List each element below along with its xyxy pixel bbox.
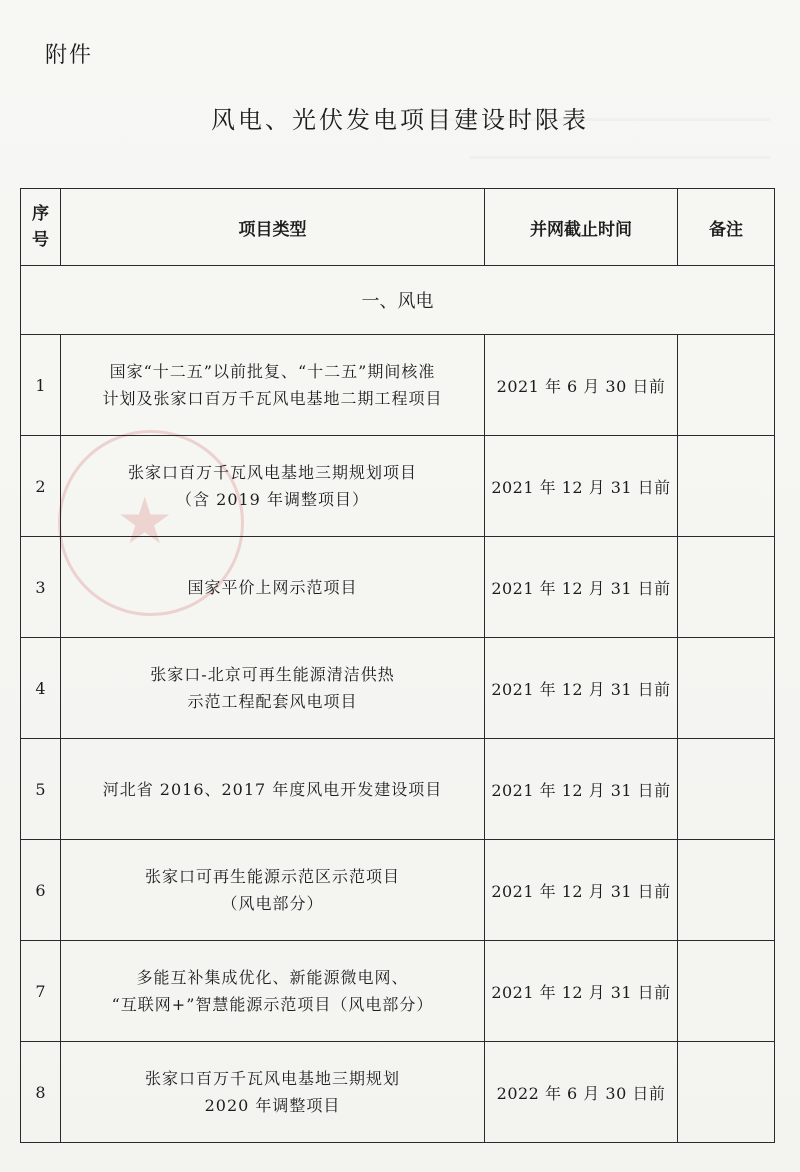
row-project-type [61, 840, 485, 941]
row-remark [678, 840, 775, 941]
project-type-line2: “互联网+”智慧能源示范项目（风电部分） [111, 995, 434, 1014]
project-type-line2: （含 2019 年调整项目） [176, 490, 369, 509]
row-seq: 2 [21, 436, 61, 537]
row-project-type [61, 436, 485, 537]
table-row [21, 436, 775, 537]
project-type-line1: 国家平价上网示范项目 [187, 577, 358, 597]
header-seq [21, 189, 61, 266]
row-seq: 8 [21, 1042, 61, 1143]
row-deadline: 2021 年 12 月 31 日前 [485, 537, 678, 638]
row-remark [678, 1042, 775, 1143]
row-remark [678, 638, 775, 739]
document-title: 风电、光伏发电项目建设时限表 [211, 106, 589, 134]
row-remark [678, 335, 775, 436]
project-type-line1: 张家口可再生能源示范区示范项目 [144, 867, 400, 886]
row-seq: 6 [21, 840, 61, 941]
row-seq: 5 [21, 739, 61, 840]
row-seq: 4 [21, 638, 61, 739]
row-project-type [61, 335, 485, 436]
project-type-line2: 示范工程配套风电项目 [187, 692, 358, 711]
bleed-through-mark [470, 156, 770, 159]
row-deadline: 2021 年 12 月 31 日前 [485, 840, 678, 941]
seal-star-icon: ★ [116, 485, 174, 559]
attachment-label: 附件 [45, 43, 94, 68]
row-project-type [61, 739, 485, 840]
row-remark [678, 941, 775, 1042]
row-deadline: 2021 年 6 月 30 日前 [485, 335, 678, 436]
row-project-type [61, 941, 485, 1042]
project-type-line1: 张家口百万千瓦风电基地三期规划 [144, 1069, 400, 1088]
table-header-row [21, 189, 775, 266]
table-row [21, 1042, 775, 1143]
header-seq-line1: 序 [32, 204, 49, 224]
project-type-line1: 张家口-北京可再生能源清洁供热 [150, 665, 395, 684]
row-deadline: 2021 年 12 月 31 日前 [485, 739, 678, 840]
schedule-table [20, 188, 775, 1143]
project-type-line1: 国家“十二五”以前批复、“十二五”期间核准 [109, 362, 436, 381]
table-row [21, 941, 775, 1042]
project-type-line1: 河北省 2016、2017 年度风电开发建设项目 [102, 779, 443, 799]
header-project-type: 项目类型 [61, 189, 485, 266]
row-seq: 7 [21, 941, 61, 1042]
project-type-line2: （风电部分） [221, 894, 324, 913]
row-remark [678, 739, 775, 840]
table-row [21, 739, 775, 840]
row-remark [678, 436, 775, 537]
row-deadline: 2021 年 12 月 31 日前 [485, 436, 678, 537]
table-row [21, 335, 775, 436]
row-deadline: 2021 年 12 月 31 日前 [485, 638, 678, 739]
row-seq: 1 [21, 335, 61, 436]
header-deadline: 并网截止时间 [485, 189, 678, 266]
section-row [21, 266, 775, 335]
header-remark: 备注 [678, 189, 775, 266]
row-project-type [61, 537, 485, 638]
section-label: 一、风电 [21, 266, 775, 335]
table-row [21, 840, 775, 941]
row-seq: 3 [21, 537, 61, 638]
project-type-line2: 计划及张家口百万千瓦风电基地二期工程项目 [102, 389, 443, 408]
row-project-type [61, 1042, 485, 1143]
row-deadline: 2021 年 12 月 31 日前 [485, 941, 678, 1042]
header-seq-line2: 号 [32, 230, 49, 250]
table-row [21, 638, 775, 739]
row-remark [678, 537, 775, 638]
project-type-line2: 2020 年调整项目 [204, 1096, 341, 1115]
table-row [21, 537, 775, 638]
project-type-line1: 张家口百万千瓦风电基地三期规划项目 [127, 463, 417, 482]
project-type-line1: 多能互补集成优化、新能源微电网、 [136, 968, 409, 987]
row-deadline: 2022 年 6 月 30 日前 [485, 1042, 678, 1143]
row-project-type [61, 638, 485, 739]
